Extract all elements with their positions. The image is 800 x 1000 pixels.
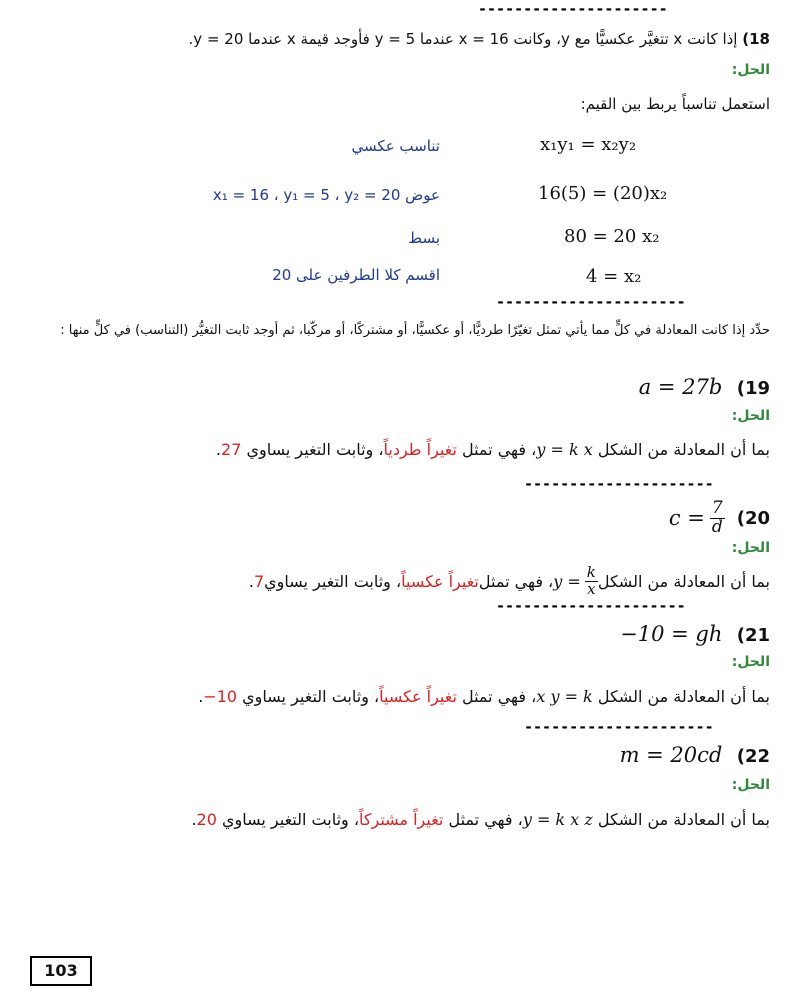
solution-label-20: الحل: — [731, 540, 770, 556]
answer-end: . — [191, 810, 197, 829]
answer-text: ، فهي تمثل — [456, 687, 537, 706]
step-note-3: بسط — [408, 229, 440, 247]
fraction-denominator: x — [587, 579, 596, 598]
answer-text: بما أن المعادلة من الشكل — [597, 571, 770, 591]
question-22 — [620, 743, 770, 767]
answer-text: ، وثابت التغير يساوي — [264, 571, 402, 591]
answer-text: ، وثابت التغير يساوي — [216, 810, 360, 829]
equation: m = 20cd — [619, 743, 723, 767]
step-note-1: تناسب عكسي — [351, 137, 440, 155]
answer-end: . — [215, 440, 222, 459]
form-expression: y = k x z — [522, 810, 593, 829]
form-fraction — [585, 565, 598, 598]
solution-label-19: الحل: — [731, 408, 770, 424]
equation-fraction — [710, 500, 725, 537]
form-expression: x y = k — [536, 687, 593, 706]
variation-type: تغيراً طردياً — [383, 440, 457, 459]
step-math-3: 80 = 20 x₂ — [564, 226, 660, 247]
answer-text: بما أن المعادلة من الشكل — [592, 687, 770, 706]
question-18 — [189, 30, 770, 48]
answer-end: . — [248, 571, 254, 591]
answer-22 — [191, 810, 770, 829]
step-note-2: عوض x₁ = 16 ، y₁ = 5 ، y₂ = 20 — [212, 186, 440, 204]
variation-type: تغيراً عكسياً — [401, 571, 479, 591]
question-number: 18) — [742, 30, 770, 48]
step-math-4: 4 = x₂ — [586, 266, 642, 287]
question-number: (19 — [736, 378, 770, 399]
solution-label-18: الحل: — [731, 62, 770, 78]
solution-label-22: الحل: — [731, 777, 770, 793]
question-number: (21 — [736, 625, 770, 646]
answer-19 — [216, 440, 770, 459]
equation: −10 = gh — [620, 622, 723, 646]
form-expression: y = k x — [536, 440, 593, 459]
equation: a = 27b — [638, 375, 723, 399]
variation-type: تغيراً مشتركاً — [359, 810, 444, 829]
separator-top: --------------------- — [478, 0, 668, 18]
answer-text: ، فهي تمثل — [443, 810, 523, 829]
answer-text: بما أن المعادلة من الشكل — [592, 810, 770, 829]
variation-constant: 7 — [253, 571, 265, 591]
variation-constant: 20 — [196, 810, 217, 829]
fraction-numerator: 7 — [711, 498, 723, 518]
form-left: y = — [553, 571, 581, 591]
separator: --------------------- — [496, 293, 686, 311]
step-note-4: اقسم كلا الطرفين على 20 — [272, 266, 440, 284]
instruction-text: حدِّد إذا كانت المعادلة في كلٍّ مما يأتي تمثل تغيّرًا طرديًّا، أو عكسيًّا، أو مشتركًا، أو مركّبا، ثم أوجد ثابت التغيُّر (التناسب) في كلٍّ منها : — [60, 323, 770, 338]
answer-text: بما أن المعادلة من الشكل — [592, 440, 770, 459]
step-math-2: 16(5) = (20)x₂ — [538, 183, 668, 204]
answer-20 — [249, 565, 770, 598]
answer-text: ، وثابت التغير يساوي — [241, 440, 384, 459]
separator: --------------------- — [524, 718, 714, 736]
separator: --------------------- — [524, 475, 714, 493]
answer-text: ، فهي تمثل — [478, 571, 554, 591]
fraction-numerator: k — [586, 563, 596, 581]
question-19 — [639, 375, 770, 399]
answer-end: . — [198, 687, 204, 706]
page-number: 103 — [30, 956, 92, 986]
variation-type: تغيراً عكسياً — [379, 687, 457, 706]
question-number: (20 — [736, 507, 770, 529]
question-text: إذا كانت x تتغيَّر عكسيًّا مع y، وكانت x = 16 عندما y = 5 فأوجد قيمة x عندما y = 20. — [188, 30, 738, 48]
separator: --------------------- — [496, 597, 686, 615]
question-number: (22 — [736, 746, 770, 767]
equation-left: c = — [668, 506, 705, 531]
variation-constant: 27 — [221, 440, 242, 459]
form-expression — [553, 565, 598, 598]
question-20 — [669, 500, 770, 537]
variation-constant: 10− — [203, 687, 238, 706]
fraction-denominator: d — [711, 516, 723, 537]
answer-21 — [198, 687, 770, 706]
intro-text: استعمل تناسباً يربط بين القيم: — [580, 95, 770, 113]
question-21 — [620, 622, 770, 646]
step-math-1: x₁y₁ = x₂y₂ — [540, 134, 637, 155]
solution-label-21: الحل: — [731, 654, 770, 670]
answer-text: ، فهي تمثل — [456, 440, 537, 459]
answer-text: ، وثابت التغير يساوي — [237, 687, 380, 706]
